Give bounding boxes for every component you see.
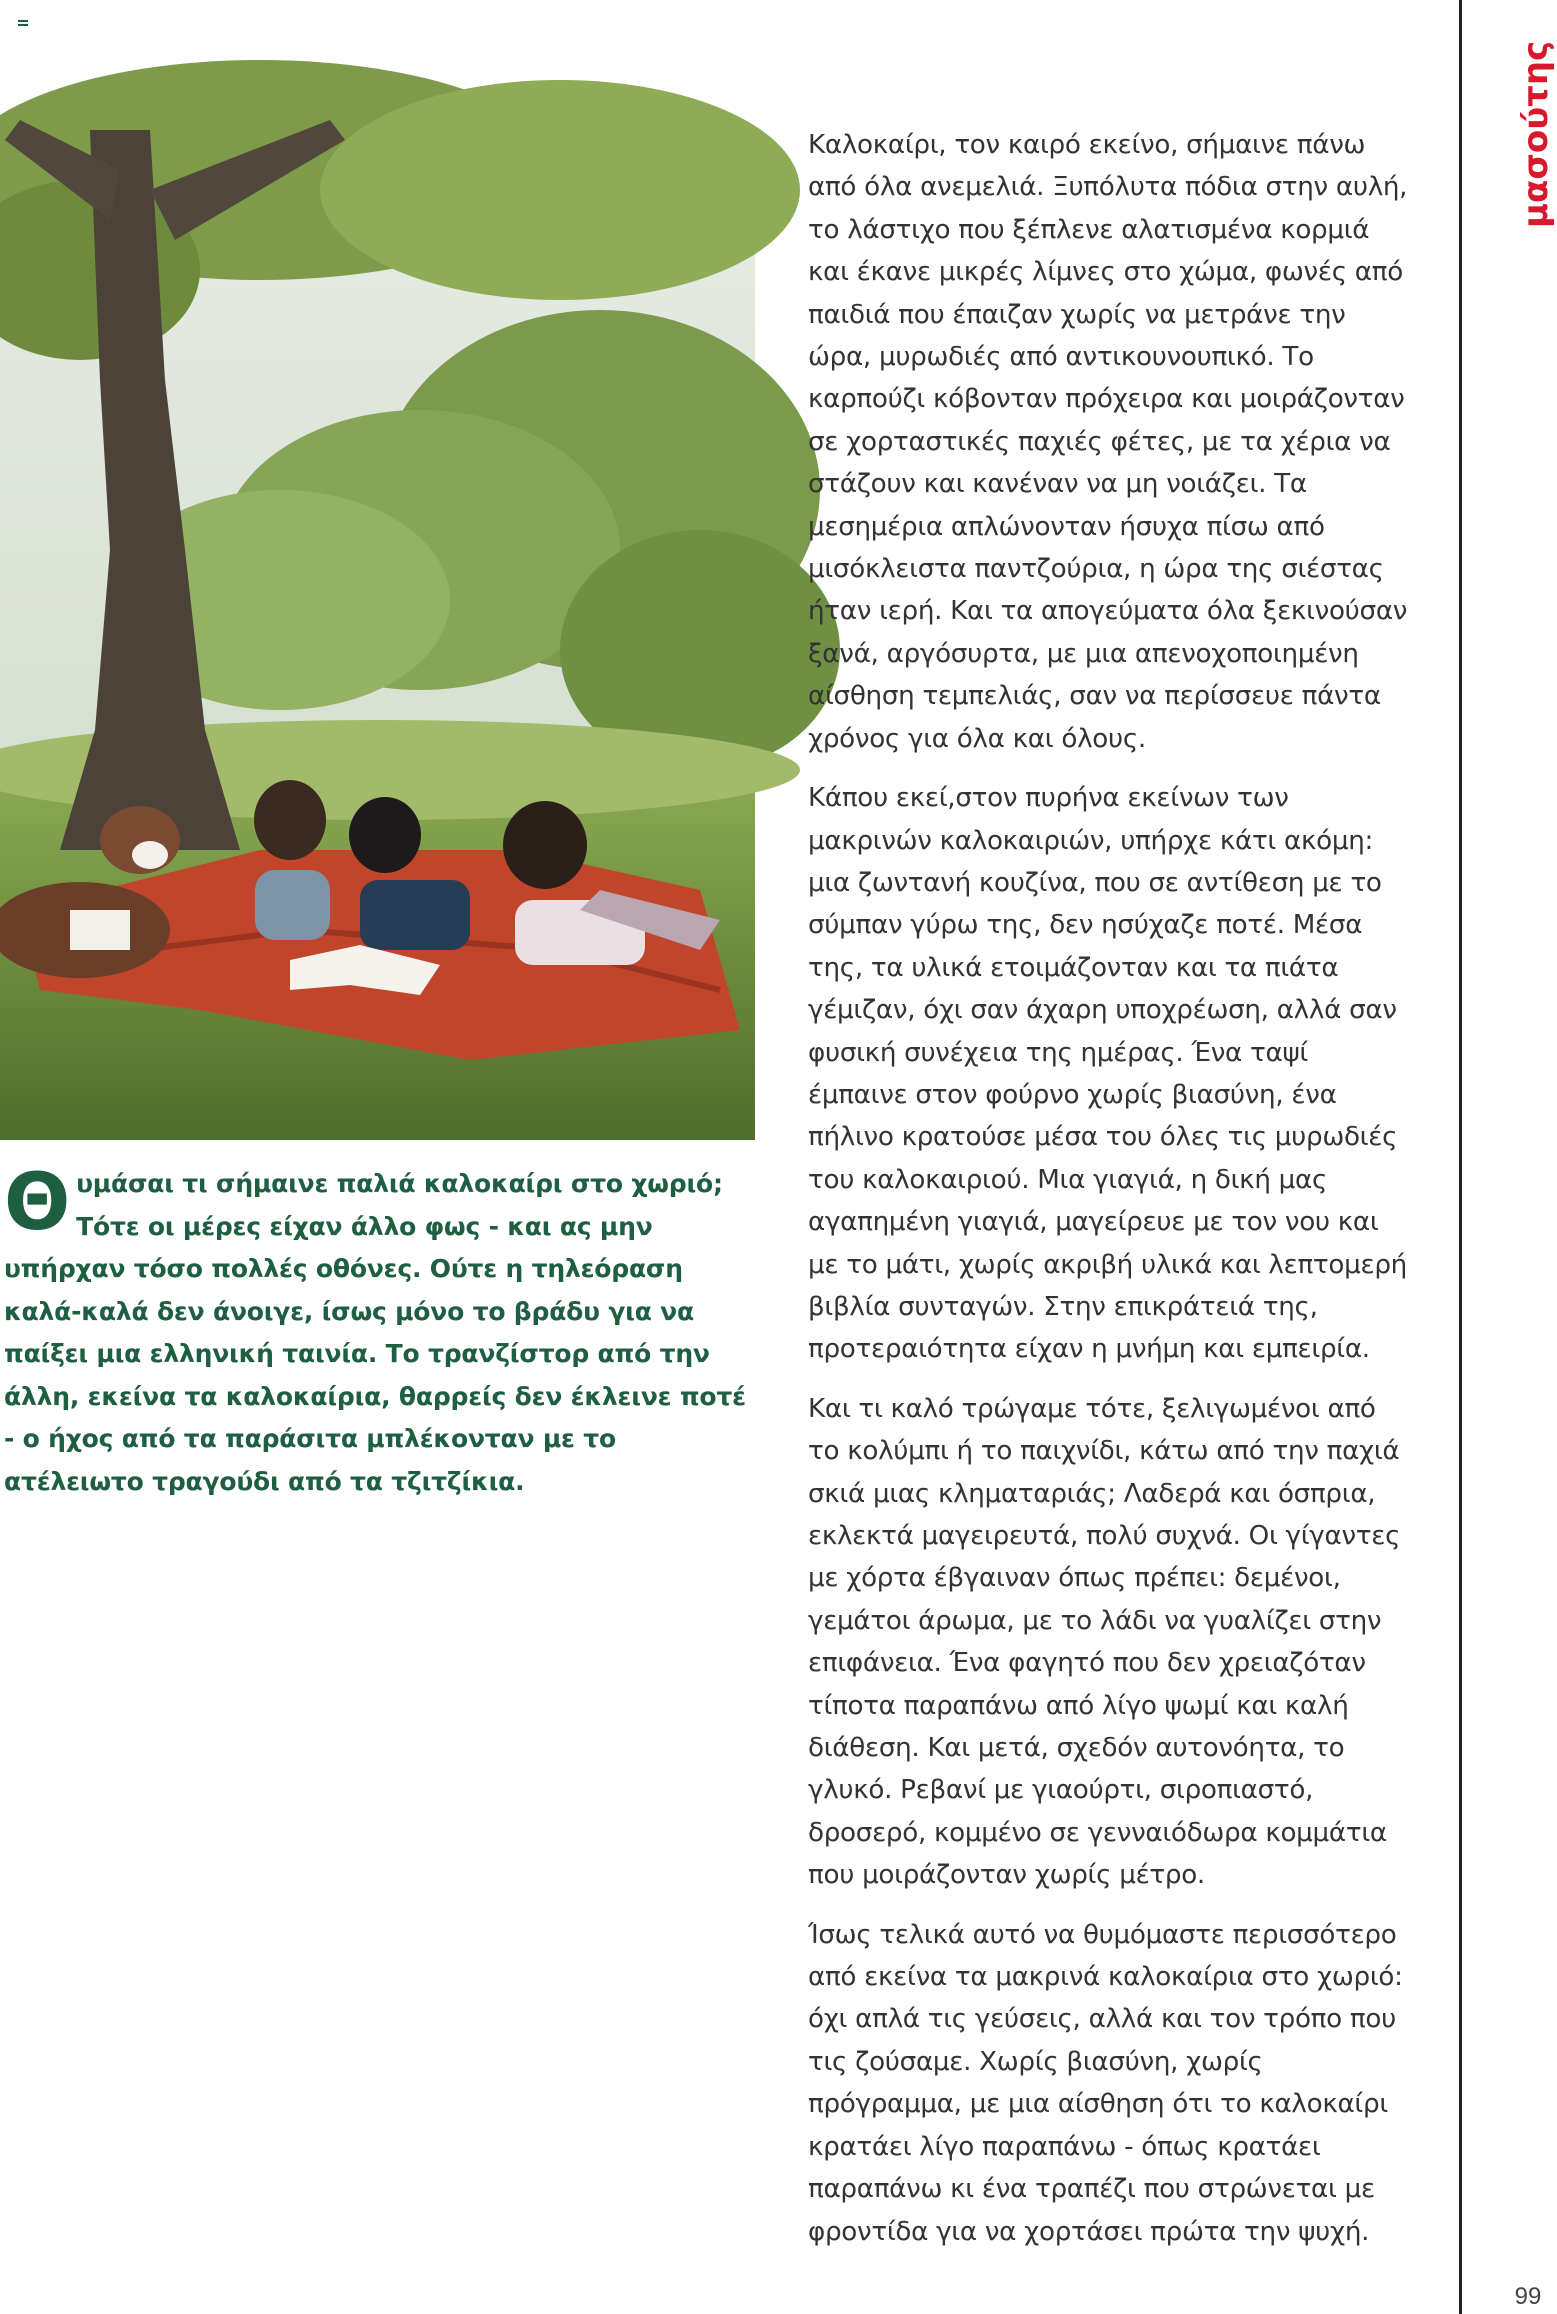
- article-paragraph: Ίσως τελικά αυτό να θυμόμαστε περισσότερο από εκείνα τα μακρινά καλοκαίρια στο χωριό: όχι απλά τις γεύσεις, αλλά και τον τρόπο που τις ζούσαμε. Χωρίς βιασύνη, χωρίς πρόγραμμα, με μια αίσθηση ότι το καλοκαίρι κρατάει λίγο παραπάνω - όπως κρατάει παραπάνω κι ένα τραπέζι που στρώνεται με φροντίδα για να χορτάσει πρώτα την ψυχή.: [808, 1919, 1403, 2247]
- page-number: 99: [1514, 2283, 1542, 2310]
- article-paragraph: Κάπου εκεί,στον πυρήνα εκείνων των μακρινών καλοκαιριών, υπήρχε κάτι ακόμη: μια ζωντανή κουζίνα, που σε αντίθεση με το σύμπαν γύρω της, δεν ησύχαζε ποτέ. Μέσα της, τα υλικά ετοιμάζονταν και τα πιάτα γέμιζαν, όχι σαν άχαρη υποχρέωση, αλλά σαν φυσική συνέχεια της ημέρας. Ένα ταψί έμπαινε στον φούρνο χωρίς βιασύνη, ένα πήλινο κρατούσε μέσα του όλες τις μυρωδιές του καλοκαιριού. Μια γιαγιά, η δική μας αγαπημένη γιαγιά, μαγείρευε με τον νου και με το μάτι, χωρίς ακριβή υλικά και λεπτομερή βιβλία συνταγών. Στην επικράτειά της, προτεραιότητα είχαν η μνήμη και εμπειρία.: [808, 783, 1407, 1365]
- drop-cap: Θ: [4, 1158, 71, 1248]
- article-paragraph: Καλοκαίρι, τον καιρό εκείνο, σήμαινε πάνω από όλα ανεμελιά. Ξυπόλυτα πόδια στην αυλή, το λάστιχο που ξέπλενε αλατισμένα κορμιά και έκανε μικρές λίμνες στο χώμα, φωνές από παιδιά που έπαιζαν χωρίς να μετράνε την ώρα, μυρωδιές από αντικουνουπικό. Το καρπούζι κόβονταν πρόχειρα και μοιράζονταν σε χορταστικές παχιές φέτες, με τα χέρια να στάζουν και κανέναν να μη νοιάζει. Τα μεσημέρια απλώνονταν ήσυχα πίσω από μισόκλειστα παντζούρια, η ώρα της σιέστας ήταν ιερή. Και τα απογεύματα όλα ξεκινούσαν ξανά, αργόσυρτα, με μια απενοχοποιημένη αίσθηση τεμπελιάς, σαν να περίσσευε πάντα χρόνος για όλα και όλους.: [808, 130, 1408, 754]
- intro-text: υμάσαι τι σήμαινε παλιά καλοκαίρι στο χωριό; Τότε οι μέρες είχαν άλλο φως - και ας μην υπήρχαν τόσο πολλές οθόνες. Ούτε η τηλεόραση καλά-καλά δεν άνοιγε, ίσως μόνο το βράδυ για να παίξει μια ελληνική ταινία. Το τρανζίστορ από την άλλη, εκείνα τα καλοκαίρια, θαρρείς δεν έκλεινε ποτέ - ο ήχος από τα παράσιτα μπλέκονταν με το ατέλειωτο τραγούδι από τα τζιτζίκια.: [4, 1169, 746, 1496]
- menu-icon[interactable]: [18, 20, 28, 28]
- article-photo: [0, 130, 755, 1140]
- brand-logo: [1515, 0, 1557, 228]
- vertical-divider: [1459, 0, 1462, 2314]
- svg-text:μασούτης: μασούτης: [1516, 40, 1556, 228]
- intro-paragraph: [4, 1158, 756, 1503]
- article-body: [808, 124, 1413, 2270]
- article-paragraph: Και τι καλό τρώγαμε τότε, ξελιγωμένοι από το κολύμπι ή το παιχνίδι, κάτω από την παχιά σκιά μιας κληματαριάς; Λαδερά και όσπρια, εκλεκτά μαγειρευτά, πολύ συχνά. Οι γίγαντες με χόρτα έβγαιναν όπως πρέπει: δεμένοι, γεμάτοι άρωμα, με το λάδι να γυαλίζει στην επιφάνεια. Ένα φαγητό που δεν χρειαζόταν τίποτα παραπάνω από λίγο ψωμί και καλή διάθεση. Και μετά, σχεδόν αυτονόητα, το γλυκό. Ρεβανί με γιαούρτι, σιροπιαστό, δροσερό, κομμένο σε γενναιόδωρα κομμάτια που μοιράζονταν χωρίς μέτρο.: [808, 1393, 1401, 1891]
